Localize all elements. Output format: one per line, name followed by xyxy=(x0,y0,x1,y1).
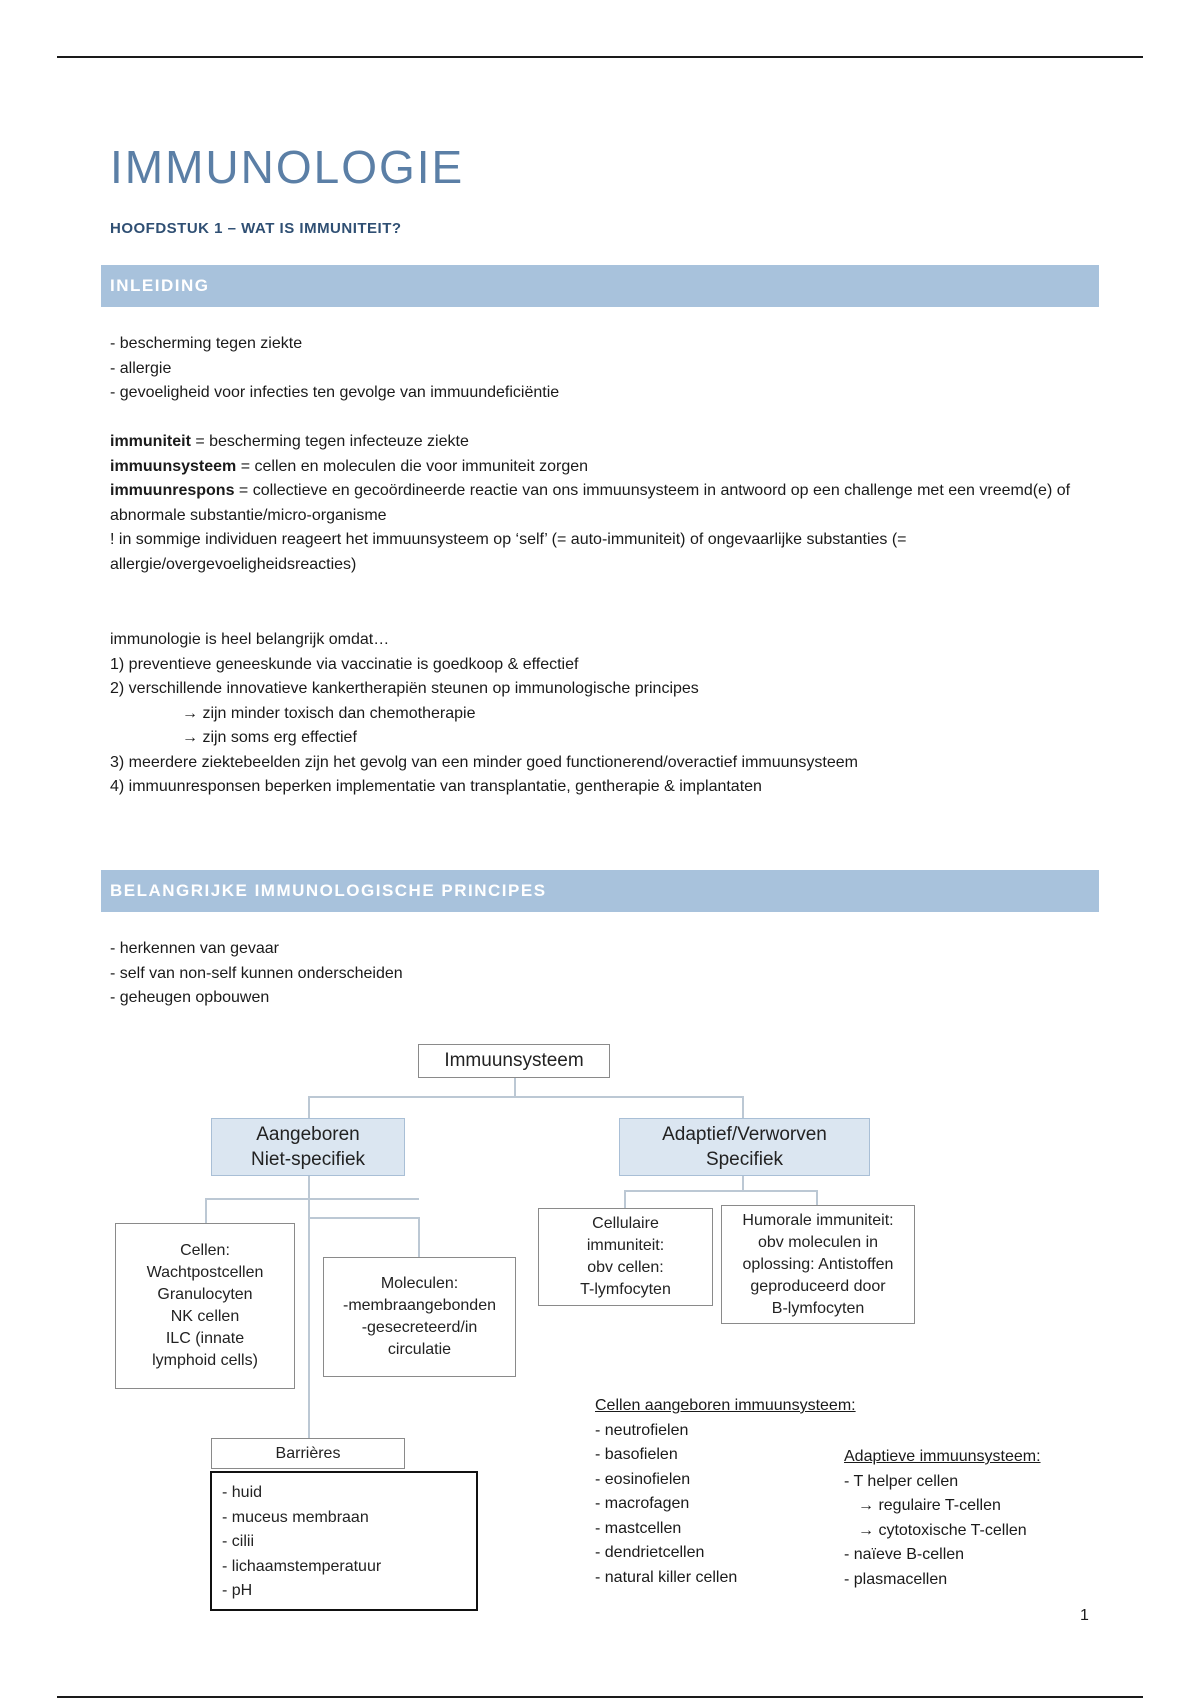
box-line: Cellulaire xyxy=(592,1215,659,1232)
diagram-humoral-box xyxy=(721,1205,915,1324)
section-heading-inleiding: INLEIDING xyxy=(101,265,1099,307)
list-item: 3) meerdere ziektebeelden zijn het gevolg van een minder goed functionerend/overactief immuunsysteem xyxy=(110,753,858,771)
list-item: - pH xyxy=(222,1582,253,1599)
box-line: immuniteit: xyxy=(586,1237,665,1254)
list-item: - natural killer cellen xyxy=(595,1568,738,1586)
list-item: - eosinofielen xyxy=(595,1470,691,1488)
box-line: NK cellen xyxy=(170,1308,240,1325)
box-line: geproduceerd door xyxy=(750,1277,886,1295)
list-item: 1) preventieve geneeskunde via vaccinatie is goedkoop & effectief xyxy=(110,655,579,673)
list-item: - cilii xyxy=(222,1533,254,1550)
list-heading: Cellen aangeboren immuunsysteem: xyxy=(595,1397,856,1414)
list-item: - plasmacellen xyxy=(844,1570,948,1588)
diagram-root-box: Immuunsysteem xyxy=(418,1044,610,1078)
connector-line xyxy=(742,1096,744,1118)
connector-line xyxy=(308,1217,420,1219)
intro-bullets xyxy=(110,332,559,406)
list-subitem: → zijn minder toxisch dan chemotherapie xyxy=(182,704,476,722)
definitions xyxy=(110,430,1080,577)
importance-list xyxy=(110,628,858,800)
diagram-cells-box xyxy=(115,1223,295,1389)
document-title: IMMUNOLOGIE xyxy=(110,141,465,193)
top-rule xyxy=(57,56,1143,58)
innate-sublabel: Niet-specifiek xyxy=(250,1149,366,1170)
bottom-rule xyxy=(57,1696,1143,1698)
innate-label: Aangeboren xyxy=(256,1124,360,1145)
list-item: - allergie xyxy=(110,359,172,377)
definition-text: = cellen en moleculen die voor immuniteit zorgen xyxy=(236,457,589,475)
box-line: T-lymfocyten xyxy=(580,1281,671,1298)
diagram-adaptive-box xyxy=(619,1118,870,1176)
box-line: obv cellen: xyxy=(587,1259,664,1276)
connector-line xyxy=(624,1190,626,1208)
definition-term: immuunrespons xyxy=(110,482,235,499)
diagram-barriers-title: Barrières xyxy=(211,1438,405,1469)
box-line: -membraangebonden xyxy=(343,1297,496,1314)
page-number: 1 xyxy=(1080,1607,1089,1624)
list-item: - bescherming tegen ziekte xyxy=(110,335,303,352)
list-item: - lichaamstemperatuur xyxy=(222,1557,382,1575)
connector-line xyxy=(205,1198,419,1200)
list-item: - herkennen van gevaar xyxy=(110,940,279,957)
adaptive-label: Adaptief/Verworven xyxy=(662,1124,827,1145)
list-item: - basofielen xyxy=(595,1446,678,1463)
box-line: obv moleculen in xyxy=(757,1233,879,1251)
diagram-cellular-box xyxy=(538,1208,713,1306)
list-item: - gevoeligheid voor infecties ten gevolge van immuundeficiëntie xyxy=(110,384,560,401)
adaptive-sublabel: Specifiek xyxy=(705,1149,784,1170)
list-item: - dendrietcellen xyxy=(595,1544,705,1561)
list-subitem: → zijn soms erg effectief xyxy=(182,729,357,746)
list-item: - self van non-self kunnen onderscheiden xyxy=(110,964,403,982)
note-paragraph: ! in sommige individuen reageert het immuunsysteem op ‘self’ (= auto-immuniteit) of ongevaarlijke substanties (= allergie/overgevoeligheidsreacties) xyxy=(110,531,907,573)
section-heading-principes: BELANGRIJKE IMMUNOLOGISCHE PRINCIPES xyxy=(101,870,1099,912)
definition-text: = bescherming tegen infecteuze ziekte xyxy=(190,433,469,450)
chapter-heading: HOOFDSTUK 1 – WAT IS IMMUNITEIT? xyxy=(110,220,402,237)
list-item: 4) immuunresponsen beperken implementatie van transplantatie, gentherapie & implantaten xyxy=(110,778,762,795)
box-line: ILC (innate xyxy=(165,1330,245,1347)
innate-cells-list xyxy=(595,1394,856,1590)
list-item: - macrofagen xyxy=(595,1495,690,1512)
box-line: Granulocyten xyxy=(157,1286,253,1303)
principles-bullets xyxy=(110,937,403,1011)
diagram-molecules-box xyxy=(323,1257,516,1377)
importance-intro: immunologie is heel belangrijk omdat… xyxy=(110,631,390,648)
list-item: - huid xyxy=(222,1484,263,1501)
box-line: B-lymfocyten xyxy=(771,1299,865,1317)
definition-immuunsysteem xyxy=(110,455,1080,480)
connector-line xyxy=(816,1190,818,1205)
list-item: - geheugen opbouwen xyxy=(110,989,270,1006)
list-item: 2) verschillende innovatieve kankertherapiën steunen op immunologische principes xyxy=(110,680,699,697)
list-item: - mastcellen xyxy=(595,1519,682,1537)
box-line: -gesecreteerd/in xyxy=(361,1319,478,1336)
connector-line xyxy=(742,1176,744,1190)
list-subitem: → cytotoxische T-cellen xyxy=(858,1521,1027,1539)
list-item: - neutrofielen xyxy=(595,1421,689,1439)
connector-line xyxy=(205,1198,207,1224)
definition-term: immuunsysteem xyxy=(110,457,237,475)
definition-immuunrespons xyxy=(110,479,1080,528)
box-line: Humorale immuniteit: xyxy=(742,1211,894,1229)
box-line: circulatie xyxy=(387,1341,452,1358)
box-line: oplossing: Antistoffen xyxy=(742,1255,894,1273)
adaptive-cells-list xyxy=(844,1445,1041,1592)
definition-immuniteit xyxy=(110,430,1080,455)
connector-line xyxy=(308,1096,744,1098)
connector-line xyxy=(418,1217,420,1257)
list-item: - naïeve B-cellen xyxy=(844,1546,965,1563)
diagram-barriers-list xyxy=(210,1471,478,1611)
list-item: - T helper cellen xyxy=(844,1472,959,1490)
list-subitem: → regulaire T-cellen xyxy=(858,1497,1001,1514)
box-line: lymphoid cells) xyxy=(152,1352,258,1369)
connector-line xyxy=(308,1096,310,1118)
list-heading: Adaptieve immuunsysteem: xyxy=(844,1448,1041,1465)
box-line: Moleculen: xyxy=(380,1275,459,1292)
box-line: Cellen: xyxy=(180,1242,230,1259)
list-item: - muceus membraan xyxy=(222,1508,369,1526)
definition-term: immuniteit xyxy=(110,433,191,450)
connector-line xyxy=(624,1190,818,1192)
definition-text: = collectieve en gecoördineerde reactie van ons immuunsysteem in antwoord op een challenge met een vreemd(e) of abnormale substantie/micro-organisme xyxy=(110,482,1071,524)
box-line: Wachtpostcellen xyxy=(146,1264,264,1281)
diagram-innate-box xyxy=(211,1118,405,1176)
